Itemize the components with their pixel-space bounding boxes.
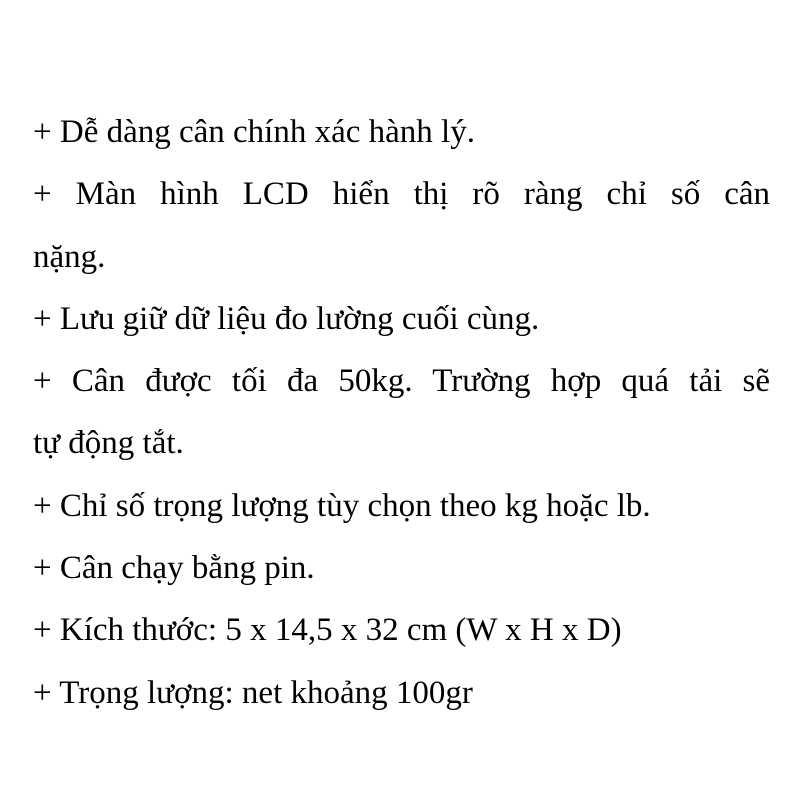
feature-line-units: + Chỉ số trọng lượng tùy chọn theo kg hoặc lb. [33,487,651,524]
product-feature-list [33,101,770,724]
feature-line-lcd: + Màn hình LCD hiển thị rõ ràng chỉ số cân [33,176,770,213]
feature-line-battery: + Cân chạy bằng pin. [33,550,315,587]
feature-line-accuracy: + Dễ dàng cân chính xác hành lý. [33,114,475,150]
feature-line-max-load-continued: tự động tắt. [33,425,184,462]
feature-line-lcd-continued: nặng. [33,238,106,275]
feature-line-max-load: + Cân được tối đa 50kg. Trường hợp quá tải sẽ [33,363,770,400]
feature-line-weight: + Trọng lượng: net khoảng 100gr [33,674,473,711]
feature-line-dimensions: + Kích thước: 5 x 14,5 x 32 cm (W x H x D) [33,612,622,649]
feature-line-memory: + Lưu giữ dữ liệu đo lường cuối cùng. [33,300,540,337]
